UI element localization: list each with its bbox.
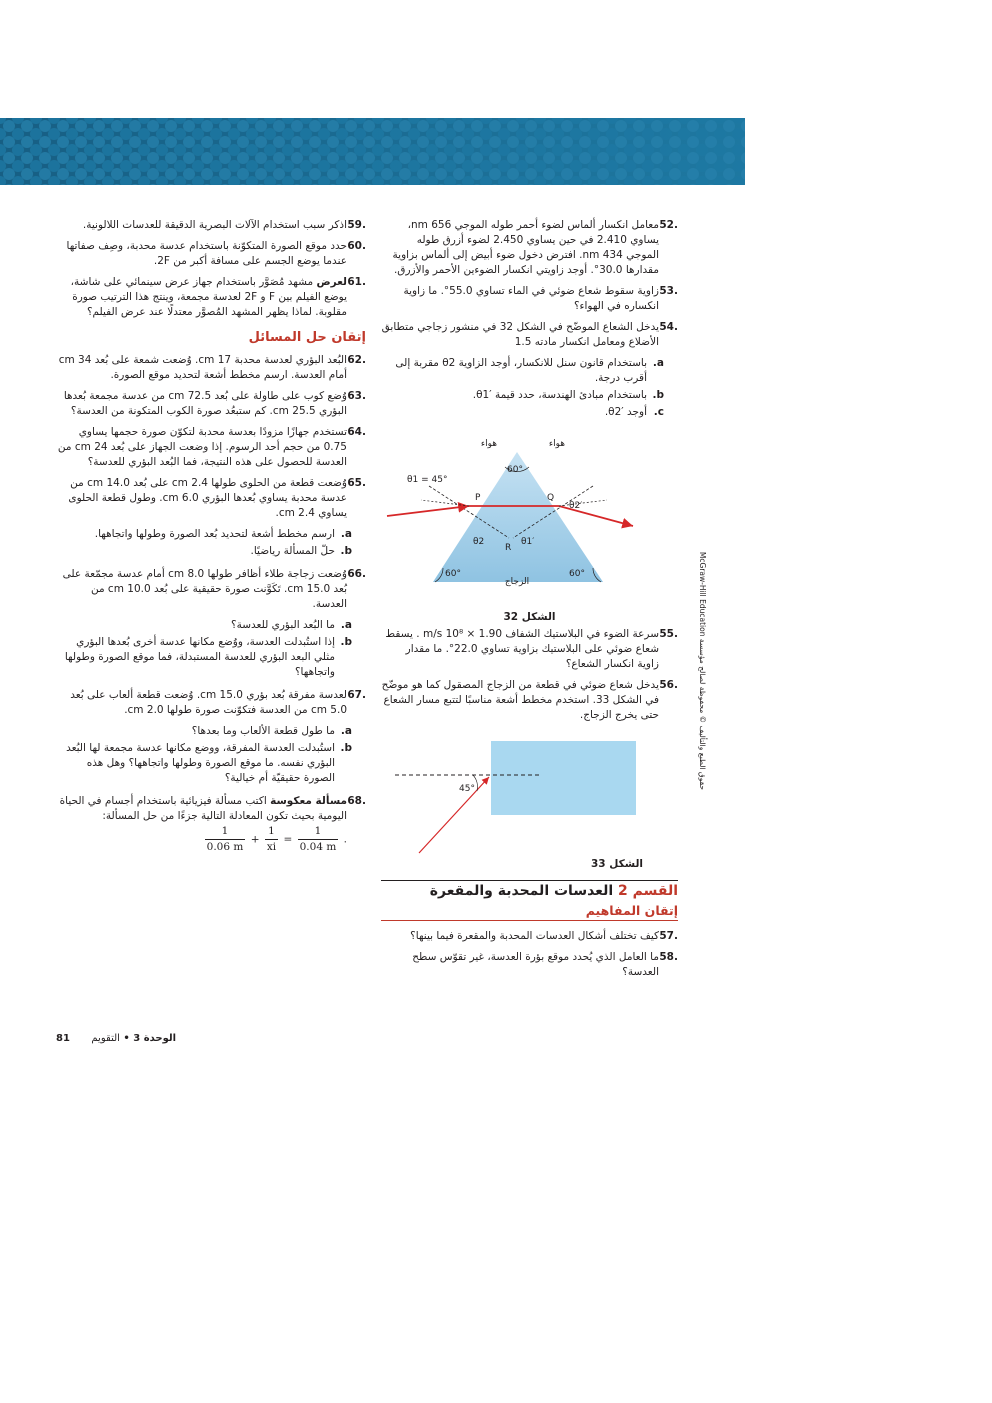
- glass-block: [491, 741, 636, 815]
- sub-letter: a.: [340, 725, 352, 737]
- figure-32: [381, 434, 678, 602]
- question-number: .59: [347, 219, 366, 231]
- question-number: .54: [659, 321, 678, 333]
- problem-mastery-heading: إتقان حل المسائل: [248, 330, 366, 345]
- question-text: كيف تختلف أشكال العدسات المحدبة والمقعرة فيما بينها؟: [410, 930, 659, 942]
- question-63: [56, 389, 366, 419]
- question-58: [381, 950, 678, 980]
- question-text: تستخدم جهازًا مزودًا بعدسة محدبة لتكوّن صورة حجمها يساوي 0.75 من حجم أحد الرسوم. إذا وضعت الجهاز على بُعد 24 cm من العدسة للحصول على هذه النتيجة، فما البُعد البؤري للعدسة؟: [57, 426, 347, 468]
- sub-letter: c.: [653, 406, 664, 418]
- eq-plus: +: [250, 833, 260, 846]
- question-text: لعدسة مفرقة بُعد بؤري 15.0 cm. وُضعت قطعة ألعاب على بُعد 5.0 cm من العدسة فتكوّنت صورة طولها 2.0 cm.: [70, 689, 347, 716]
- question-62: [56, 353, 366, 383]
- question-number: .62: [347, 354, 366, 366]
- question-number: .55: [659, 628, 678, 640]
- question-67: [56, 688, 366, 718]
- footer-unit: الوحدة 3: [133, 1033, 177, 1044]
- question-text: يدخل الشعاع الموضّح في الشكل 32 في منشور زجاجي متطابق الأضلاع ومعامل انكسار مادته 1.5: [381, 321, 659, 348]
- incident-ray: [419, 777, 489, 853]
- question-64: [56, 425, 366, 470]
- eq-denominator: 0.06 m: [206, 841, 244, 853]
- sub-letter: b.: [340, 636, 352, 648]
- question-66-b: [56, 635, 352, 680]
- question-number: .58: [659, 951, 678, 963]
- question-61: [56, 275, 366, 320]
- question-number: .61: [347, 276, 366, 288]
- header-banner: [0, 118, 745, 185]
- theta1-label: θ1 = 45°: [407, 475, 448, 485]
- page-number: 81: [56, 1033, 70, 1044]
- question-54-c: [381, 405, 664, 420]
- question-number: .63: [347, 390, 366, 402]
- question-67-b: [56, 741, 352, 786]
- eq-numerator: 1: [265, 824, 278, 840]
- question-66-a: [56, 618, 352, 633]
- question-54: [381, 320, 678, 350]
- question-60: [56, 239, 366, 269]
- figure-32-caption: الشكل 32: [503, 611, 556, 623]
- copyright-text: حقوق الطبع والتأليف © محفوظة لصالح مؤسسة McGraw-Hill Education: [698, 551, 707, 790]
- question-65-b: [56, 544, 352, 559]
- extension-line: [421, 500, 469, 506]
- point-q: Q: [547, 493, 555, 503]
- question-53: [381, 284, 678, 314]
- lens-equation: [203, 824, 347, 855]
- sub-letter: a.: [340, 619, 352, 631]
- sub-letter: b.: [652, 389, 664, 401]
- question-number: .60: [347, 240, 366, 252]
- section-title: العدسات المحدبة والمقعرة: [429, 883, 614, 899]
- air-left-label: هواء: [480, 439, 498, 449]
- air-right-label: هواء: [548, 439, 566, 449]
- question-number: .68: [347, 795, 366, 807]
- page-footer: [56, 1033, 356, 1044]
- question-67-a: [56, 724, 352, 739]
- question-56: [381, 678, 678, 723]
- sub-text: أوجد θ2′.: [604, 406, 647, 418]
- question-text: وُضع كوب على طاولة على بُعد 72.5 cm من عدسة مجمعة بُعدها البؤري 25.5 cm. كم ستبعُد صورة الكوب المتكونة من العدسة؟: [63, 390, 347, 417]
- footer-chapter: التقويم: [91, 1033, 120, 1044]
- question-number: .52: [659, 219, 678, 231]
- question-65: [56, 476, 366, 521]
- glass-label: الزجاج: [504, 577, 530, 587]
- question-text: سرعة الضوء في البلاستيك الشفاف 1.90 × 10⁸ m/s . يسقط شعاع ضوئي على البلاستيك بزاوية تساوي 22.0°. ما مقدار زاوية انكسار الشعاع؟: [385, 628, 659, 670]
- incident-ray: [387, 506, 469, 516]
- sub-text: ما طول قطعة الألعاب وما بعدها؟: [191, 725, 335, 737]
- question-text: وُضعت زجاجة طلاء أظافر طولها 8.0 cm أمام عدسة مجمّعة على بُعد 15.0 cm. تَكَوَّنت صورة حقيقية على بُعد 10.0 cm من العدسة.: [62, 568, 347, 610]
- question-number: .66: [347, 568, 366, 580]
- question-number: .67: [347, 689, 366, 701]
- sub-letter: b.: [340, 545, 352, 557]
- question-text: البُعد البؤري لعدسة محدبة 17 cm. وُضعت شمعة على بُعد 34 cm أمام العدسة. ارسم مخطط أشعة لتحديد موقع الصورة.: [58, 354, 347, 381]
- question-66: [56, 567, 366, 612]
- sub-text: باستخدام مبادئ الهندسة، حدد قيمة θ1′.: [472, 389, 647, 401]
- point-r: R: [505, 543, 512, 553]
- sub-text: باستخدام قانون سنل للانكسار، أوجد الزاوية θ2 مقربة إلى أقرب درجة.: [395, 357, 647, 384]
- left-column: [56, 218, 366, 861]
- question-number: .53: [659, 285, 678, 297]
- question-text: اذكر سبب استخدام الآلات البصرية الدقيقة للعدسات اللالونية.: [82, 219, 347, 231]
- base-left-angle: 60°: [445, 569, 461, 579]
- question-65-a: [56, 527, 352, 542]
- sub-text: استُبدلت العدسة المفرقة، ووضع مكانها عدسة مجمعة لها البُعد البؤري نفسه. ما موقع الصورة وطولها واتجاهها؟ وهل هذه الصورة حقيقيّة أم خيالية؟: [66, 742, 335, 784]
- question-number: .57: [659, 930, 678, 942]
- apex-angle: 60°: [507, 465, 523, 475]
- sub-text: إذا استُبدلت العدسة، ووُضع مكانها عدسة أخرى بُعدها البؤري مثلي البعد البؤري للعدسة المستبدلة، فما موقع الصورة وطولها واتجاهها؟: [64, 636, 335, 678]
- footer-bullet: •: [123, 1033, 130, 1044]
- question-68: [56, 794, 366, 855]
- question-text: يدخل شعاع ضوئي في قطعة من الزجاج المصقول كما هو موضّح في الشكل 33. استخدم مخطط أشعة مناسبًا لتتبع مسار الشعاع حتى يخرج الزجاج.: [381, 679, 659, 721]
- question-52: [381, 218, 678, 278]
- question-text: ما العامل الذي يُحدد موقع بؤرة العدسة، غير تقوّس سطح العدسة؟: [412, 951, 659, 978]
- sub-letter: a.: [340, 528, 352, 540]
- figure-33: [381, 735, 678, 857]
- question-57: [381, 929, 678, 944]
- question-text: وُضعت قطعة من الحلوى طولها 2.4 cm على بُعد 14.0 cm من عدسة محدبة يساوي بُعدها البؤري 6.0 cm. وطول قطعة الحلوى يساوي 2.4 cm.: [68, 477, 347, 519]
- copyright-sidebar: [687, 551, 707, 1030]
- question-text: معامل انكسار ألماس لضوء أحمر طوله الموجي 656 nm، يساوي 2.410 في حين يساوي 2.450 لضوء أزرق طوله الموجي 434 nm. افترض دخول ضوء أبيض إلى ألماس بزاوية مقدارها 30.0°. أوجد زاويتي انكسار الضوءين الأحمر والأزرق.: [392, 219, 659, 276]
- sub-letter: a.: [652, 357, 664, 369]
- prism-diagram: [381, 434, 678, 602]
- theta2-label: θ2: [473, 537, 485, 547]
- question-label: لعرض: [316, 276, 347, 288]
- theta1-prime-label: θ1′: [521, 537, 535, 547]
- question-text: اكتب مسألة فيزيائية باستخدام أجسام في الحياة اليومية بحيث تكون المعادلة التالية جزءًا من حل المسألة:: [59, 795, 347, 822]
- eq-numerator: 1: [298, 824, 339, 840]
- question-text: زاوية سقوط شعاع ضوئي في الماء تساوي 55.0°. ما زاوية انكساره في الهواء؟: [403, 285, 659, 312]
- question-label: مسألة معكوسة: [270, 795, 347, 807]
- question-54-b: [381, 388, 664, 403]
- right-column: [381, 218, 678, 986]
- question-59: [56, 218, 366, 233]
- question-54-a: [381, 356, 664, 386]
- section-heading: [381, 880, 678, 899]
- eq-equals: =: [283, 833, 293, 846]
- angle-label: 45°: [459, 784, 475, 794]
- eq-period: .: [343, 833, 347, 846]
- question-number: .65: [347, 477, 366, 489]
- question-number: .56: [659, 679, 678, 691]
- question-text: مشهد مُصَوَّر باستخدام جهاز عرض سينمائي على شاشة، يوضع الفيلم بين F و 2F لعدسة مجمعة، وينتج هذا الترتيب صورة مقلوبة. لماذا يظهر المشهد المُصوَّر معتدلًا عند عرض الفيلم؟: [70, 276, 347, 318]
- sub-text: حلّ المسألة رياضيًا.: [250, 545, 335, 557]
- glass-block-diagram: [381, 735, 678, 857]
- theta2-prime-label: θ2′: [569, 501, 583, 511]
- question-55: [381, 627, 678, 672]
- mastery-heading: إتقان المفاهيم: [381, 903, 678, 921]
- question-number: .64: [347, 426, 366, 438]
- eq-denominator: xi: [266, 841, 277, 853]
- question-text: حدد موقع الصورة المتكوّنة باستخدام عدسة محدبة، وصِف صفاتها عندما يوضع الجسم على مسافة أكبر من 2F.: [66, 240, 347, 267]
- section-label: القسم 2: [618, 883, 678, 899]
- base-right-angle: 60°: [569, 569, 585, 579]
- eq-denominator: 0.04 m: [299, 841, 337, 853]
- sub-letter: b.: [340, 742, 352, 754]
- point-p: P: [475, 493, 481, 503]
- sub-text: ارسم مخطط أشعة لتحديد بُعد الصورة وطولها واتجاهها.: [94, 528, 335, 540]
- sub-text: ما البُعد البؤري للعدسة؟: [231, 619, 335, 631]
- figure-33-caption: الشكل 33: [591, 858, 643, 870]
- eq-numerator: 1: [205, 824, 246, 840]
- dotted-banner-pattern: [0, 118, 745, 185]
